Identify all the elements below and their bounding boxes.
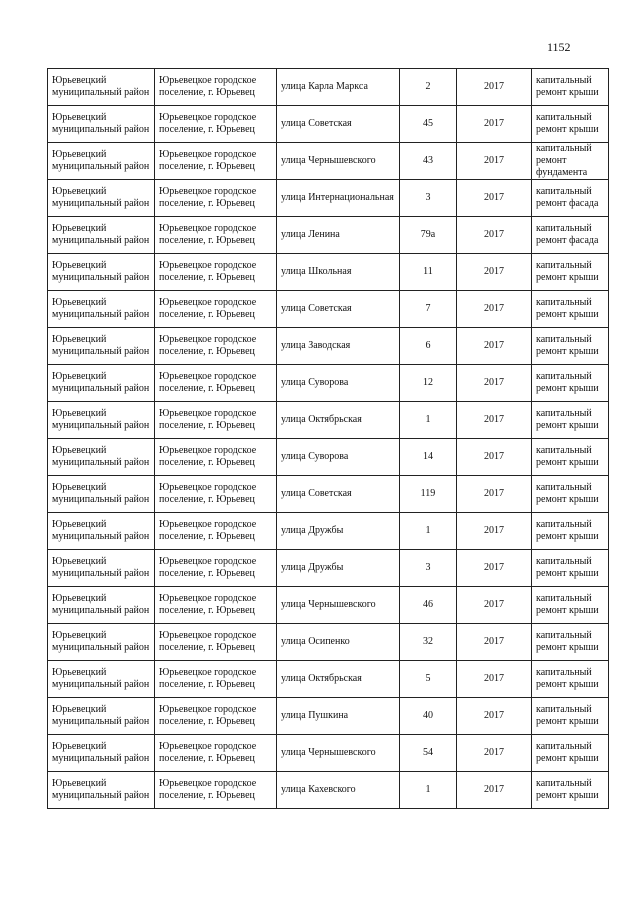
district-cell: Юрьевецкий муниципальный район: [48, 735, 155, 772]
house-number-cell: 7: [400, 291, 457, 328]
street-cell: улица Чернышевского: [277, 735, 400, 772]
street-cell: улица Кахевского: [277, 772, 400, 809]
district-cell: Юрьевецкий муниципальный район: [48, 476, 155, 513]
house-number-cell: 45: [400, 106, 457, 143]
year-cell: 2017: [457, 439, 532, 476]
street-cell: улица Осипенко: [277, 624, 400, 661]
street-cell: улица Заводская: [277, 328, 400, 365]
district-cell: Юрьевецкий муниципальный район: [48, 772, 155, 809]
district-cell: Юрьевецкий муниципальный район: [48, 550, 155, 587]
work-type-cell: капитальный ремонт крыши: [532, 106, 609, 143]
work-type-cell: капитальный ремонт крыши: [532, 698, 609, 735]
house-number-cell: 1: [400, 772, 457, 809]
year-cell: 2017: [457, 476, 532, 513]
house-number-cell: 46: [400, 587, 457, 624]
settlement-cell: Юрьевецкое городское поселение, г. Юрьевец: [155, 180, 277, 217]
work-type-cell: капитальный ремонт крыши: [532, 476, 609, 513]
page-number: 1152: [547, 40, 571, 54]
repair-schedule-table: [47, 68, 609, 809]
house-number-cell: 40: [400, 698, 457, 735]
street-cell: улица Суворова: [277, 365, 400, 402]
district-cell: Юрьевецкий муниципальный район: [48, 69, 155, 106]
house-number-cell: 3: [400, 180, 457, 217]
table-body: [48, 69, 609, 809]
house-number-cell: 2: [400, 69, 457, 106]
settlement-cell: Юрьевецкое городское поселение, г. Юрьевец: [155, 476, 277, 513]
table-row: [48, 624, 609, 661]
settlement-cell: Юрьевецкое городское поселение, г. Юрьевец: [155, 143, 277, 180]
house-number-cell: 43: [400, 143, 457, 180]
district-cell: Юрьевецкий муниципальный район: [48, 661, 155, 698]
house-number-cell: 54: [400, 735, 457, 772]
year-cell: 2017: [457, 587, 532, 624]
table-row: [48, 698, 609, 735]
work-type-cell: капитальный ремонт крыши: [532, 661, 609, 698]
table-row: [48, 439, 609, 476]
work-type-cell: капитальный ремонт фундамента: [532, 143, 609, 180]
table-row: [48, 106, 609, 143]
street-cell: улица Ленина: [277, 217, 400, 254]
settlement-cell: Юрьевецкое городское поселение, г. Юрьевец: [155, 106, 277, 143]
table-row: [48, 661, 609, 698]
district-cell: Юрьевецкий муниципальный район: [48, 513, 155, 550]
district-cell: Юрьевецкий муниципальный район: [48, 402, 155, 439]
table-row: [48, 513, 609, 550]
house-number-cell: 12: [400, 365, 457, 402]
street-cell: улица Карла Маркса: [277, 69, 400, 106]
settlement-cell: Юрьевецкое городское поселение, г. Юрьевец: [155, 217, 277, 254]
year-cell: 2017: [457, 69, 532, 106]
year-cell: 2017: [457, 402, 532, 439]
table-row: [48, 143, 609, 180]
house-number-cell: 1: [400, 513, 457, 550]
work-type-cell: капитальный ремонт крыши: [532, 587, 609, 624]
work-type-cell: капитальный ремонт крыши: [532, 550, 609, 587]
work-type-cell: капитальный ремонт крыши: [532, 291, 609, 328]
street-cell: улица Школьная: [277, 254, 400, 291]
table-row: [48, 735, 609, 772]
table-row: [48, 291, 609, 328]
street-cell: улица Интернациональная: [277, 180, 400, 217]
year-cell: 2017: [457, 254, 532, 291]
work-type-cell: капитальный ремонт крыши: [532, 69, 609, 106]
year-cell: 2017: [457, 698, 532, 735]
year-cell: 2017: [457, 513, 532, 550]
house-number-cell: 3: [400, 550, 457, 587]
street-cell: улица Чернышевского: [277, 143, 400, 180]
district-cell: Юрьевецкий муниципальный район: [48, 328, 155, 365]
settlement-cell: Юрьевецкое городское поселение, г. Юрьевец: [155, 624, 277, 661]
work-type-cell: капитальный ремонт крыши: [532, 402, 609, 439]
settlement-cell: Юрьевецкое городское поселение, г. Юрьевец: [155, 550, 277, 587]
settlement-cell: Юрьевецкое городское поселение, г. Юрьевец: [155, 513, 277, 550]
year-cell: 2017: [457, 328, 532, 365]
street-cell: улица Пушкина: [277, 698, 400, 735]
settlement-cell: Юрьевецкое городское поселение, г. Юрьевец: [155, 735, 277, 772]
table-row: [48, 328, 609, 365]
year-cell: 2017: [457, 772, 532, 809]
district-cell: Юрьевецкий муниципальный район: [48, 365, 155, 402]
street-cell: улица Суворова: [277, 439, 400, 476]
house-number-cell: 79а: [400, 217, 457, 254]
district-cell: Юрьевецкий муниципальный район: [48, 698, 155, 735]
year-cell: 2017: [457, 550, 532, 587]
district-cell: Юрьевецкий муниципальный район: [48, 106, 155, 143]
district-cell: Юрьевецкий муниципальный район: [48, 143, 155, 180]
settlement-cell: Юрьевецкое городское поселение, г. Юрьевец: [155, 365, 277, 402]
work-type-cell: капитальный ремонт крыши: [532, 735, 609, 772]
district-cell: Юрьевецкий муниципальный район: [48, 624, 155, 661]
settlement-cell: Юрьевецкое городское поселение, г. Юрьевец: [155, 587, 277, 624]
year-cell: 2017: [457, 624, 532, 661]
settlement-cell: Юрьевецкое городское поселение, г. Юрьевец: [155, 661, 277, 698]
settlement-cell: Юрьевецкое городское поселение, г. Юрьевец: [155, 254, 277, 291]
table-row: [48, 69, 609, 106]
work-type-cell: капитальный ремонт фасада: [532, 180, 609, 217]
district-cell: Юрьевецкий муниципальный район: [48, 254, 155, 291]
table-row: [48, 772, 609, 809]
street-cell: улица Чернышевского: [277, 587, 400, 624]
year-cell: 2017: [457, 143, 532, 180]
street-cell: улица Советская: [277, 291, 400, 328]
settlement-cell: Юрьевецкое городское поселение, г. Юрьевец: [155, 402, 277, 439]
house-number-cell: 14: [400, 439, 457, 476]
house-number-cell: 6: [400, 328, 457, 365]
work-type-cell: капитальный ремонт крыши: [532, 328, 609, 365]
house-number-cell: 119: [400, 476, 457, 513]
table-row: [48, 254, 609, 291]
house-number-cell: 1: [400, 402, 457, 439]
street-cell: улица Советская: [277, 106, 400, 143]
work-type-cell: капитальный ремонт крыши: [532, 439, 609, 476]
table-row: [48, 402, 609, 439]
street-cell: улица Дружбы: [277, 513, 400, 550]
table-row: [48, 476, 609, 513]
settlement-cell: Юрьевецкое городское поселение, г. Юрьевец: [155, 69, 277, 106]
street-cell: улица Дружбы: [277, 550, 400, 587]
year-cell: 2017: [457, 217, 532, 254]
street-cell: улица Советская: [277, 476, 400, 513]
settlement-cell: Юрьевецкое городское поселение, г. Юрьевец: [155, 291, 277, 328]
year-cell: 2017: [457, 106, 532, 143]
year-cell: 2017: [457, 661, 532, 698]
street-cell: улица Октябрьская: [277, 661, 400, 698]
work-type-cell: капитальный ремонт фасада: [532, 217, 609, 254]
table-row: [48, 550, 609, 587]
year-cell: 2017: [457, 735, 532, 772]
work-type-cell: капитальный ремонт крыши: [532, 624, 609, 661]
table-row: [48, 365, 609, 402]
year-cell: 2017: [457, 180, 532, 217]
district-cell: Юрьевецкий муниципальный район: [48, 587, 155, 624]
street-cell: улица Октябрьская: [277, 402, 400, 439]
house-number-cell: 11: [400, 254, 457, 291]
year-cell: 2017: [457, 291, 532, 328]
settlement-cell: Юрьевецкое городское поселение, г. Юрьевец: [155, 698, 277, 735]
work-type-cell: капитальный ремонт крыши: [532, 365, 609, 402]
settlement-cell: Юрьевецкое городское поселение, г. Юрьевец: [155, 328, 277, 365]
work-type-cell: капитальный ремонт крыши: [532, 772, 609, 809]
table-row: [48, 217, 609, 254]
table-row: [48, 587, 609, 624]
work-type-cell: капитальный ремонт крыши: [532, 513, 609, 550]
district-cell: Юрьевецкий муниципальный район: [48, 439, 155, 476]
table-row: [48, 180, 609, 217]
work-type-cell: капитальный ремонт крыши: [532, 254, 609, 291]
district-cell: Юрьевецкий муниципальный район: [48, 291, 155, 328]
settlement-cell: Юрьевецкое городское поселение, г. Юрьевец: [155, 772, 277, 809]
house-number-cell: 32: [400, 624, 457, 661]
settlement-cell: Юрьевецкое городское поселение, г. Юрьевец: [155, 439, 277, 476]
district-cell: Юрьевецкий муниципальный район: [48, 217, 155, 254]
district-cell: Юрьевецкий муниципальный район: [48, 180, 155, 217]
house-number-cell: 5: [400, 661, 457, 698]
year-cell: 2017: [457, 365, 532, 402]
